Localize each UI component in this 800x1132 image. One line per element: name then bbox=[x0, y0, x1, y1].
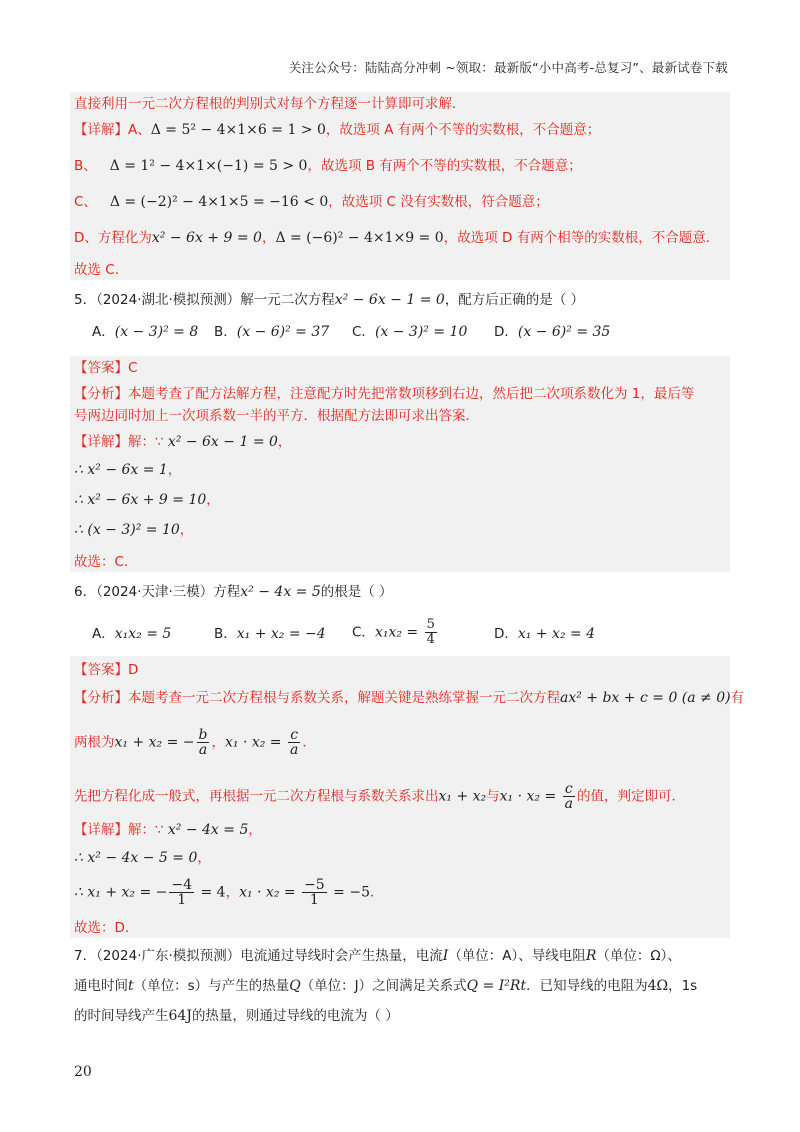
page-number: 20 bbox=[74, 1064, 92, 1080]
q5-option-b: B．(x − 6)² = 37 bbox=[214, 324, 330, 340]
q4-detail-c: C、 Δ = (−2)² − 4×1×5 = −16 < 0，故选项 C 没有实数根，符合题意； bbox=[74, 194, 549, 210]
q6-choose: 故选：D． bbox=[74, 920, 139, 936]
q6-option-c: C．x₁x₂ = $\frac{5}{4}$ bbox=[352, 617, 435, 647]
q6-option-d: D．x₁ + x₂ = 4 bbox=[494, 626, 596, 642]
q6-detail: 【详解】解：∵ x² − 4x = 5， bbox=[74, 822, 262, 838]
q5-step-3: ∴ (x − 3)² = 10， bbox=[74, 522, 194, 538]
q4-detail-b: B、 Δ = 1² − 4×1×(−1) = 5 > 0，故选项 B 有两个不等的实数根，不合题意； bbox=[74, 158, 582, 174]
q6-option-b: B．x₁ + x₂ = −4 bbox=[214, 626, 326, 642]
q6-step-1: ∴ x² − 4x − 5 = 0， bbox=[74, 850, 211, 866]
q4-choose: 故选 C． bbox=[74, 262, 129, 278]
q6-analysis-1: 【分析】本题考查一元二次方程根与系数关系，解题关键是熟练掌握一元二次方程ax² + bx + c = 0 (a ≠ 0)有 bbox=[74, 690, 745, 706]
q4-detail-d: D、方程化为x² − 6x + 9 = 0，Δ = (−6)² − 4×1×9 = 0，故选项 D 有两个相等的实数根，不合题意． bbox=[74, 230, 720, 246]
q6-stem: 6．（2024·天津·三模）方程x² − 4x = 5的根是（ ） bbox=[74, 584, 393, 600]
q5-answer: 【答案】C bbox=[74, 360, 138, 376]
q5-step-2: ∴ x² − 6x + 9 = 10， bbox=[74, 492, 220, 508]
q7-line-3: 的时间导线产生64J的热量，则通过导线的电流为（ ） bbox=[74, 1008, 399, 1024]
q5-option-a: A．(x − 3)² = 8 bbox=[92, 324, 199, 340]
q5-choose: 故选：C． bbox=[74, 554, 138, 570]
q5-detail: 【详解】解：∵ x² − 6x − 1 = 0， bbox=[74, 434, 292, 450]
q7-line-2: 通电时间t（单位：s）与产生的热量Q（单位：J）之间满足关系式Q = I²Rt．已知导线的电阻为4Ω，1s bbox=[74, 978, 698, 994]
page-header: 关注公众号：陆陆高分冲刺 ~领取：最新版“小中高考-总复习”、最新试卷下载 bbox=[288, 60, 728, 75]
q6-option-a: A．x₁x₂ = 5 bbox=[92, 626, 172, 642]
q5-analysis-2: 号两边同时加上一次项系数一半的平方．根据配方法即可求出答案． bbox=[74, 408, 479, 424]
q5-option-c: C．(x − 3)² = 10 bbox=[352, 324, 468, 340]
q6-analysis-2: 两根为x₁ + x₂ = − $\frac{b}{a}$ ，x₁ · x₂ = $\frac{c}{a}$ ． bbox=[74, 727, 316, 758]
q6-step-2: ∴ x₁ + x₂ = − $\frac{-4}{1}$ = 4，x₁ · x₂ = $\frac{-5}{1}$ = −5． bbox=[74, 877, 384, 908]
q4-intro: 直接利用一元二次方程根的判别式对每个方程逐一计算即可求解． bbox=[74, 96, 466, 112]
q6-analysis-3: 先把方程化成一般式，再根据一元二次方程根与系数关系求出x₁ + x₂与x₁ · x₂ = $\frac{c}{a}$ 的值，判定即可． bbox=[74, 781, 686, 812]
q5-option-d: D．(x − 6)² = 35 bbox=[494, 324, 611, 340]
q5-analysis-1: 【分析】本题考查了配方法解方程，注意配方时先把常数项移到右边，然后把二次项系数化为 1，最后等 bbox=[74, 386, 695, 402]
q7-line-1: 7．（2024·广东·模拟预测）电流通过导线时会产生热量，电流I（单位：A）、导线电阻R（单位：Ω）、 bbox=[74, 948, 681, 964]
q5-step-1: ∴ x² − 6x = 1， bbox=[74, 462, 182, 478]
q4-detail-a: 【详解】A、Δ = 5² − 4×1×6 = 1 > 0，故选项 A 有两个不等的实数根，不合题意； bbox=[74, 122, 601, 138]
q5-stem: 5．（2024·湖北·模拟预测）解一元二次方程x² − 6x − 1 = 0，配方后正确的是（ ） bbox=[74, 292, 585, 308]
q6-answer: 【答案】D bbox=[74, 662, 139, 678]
